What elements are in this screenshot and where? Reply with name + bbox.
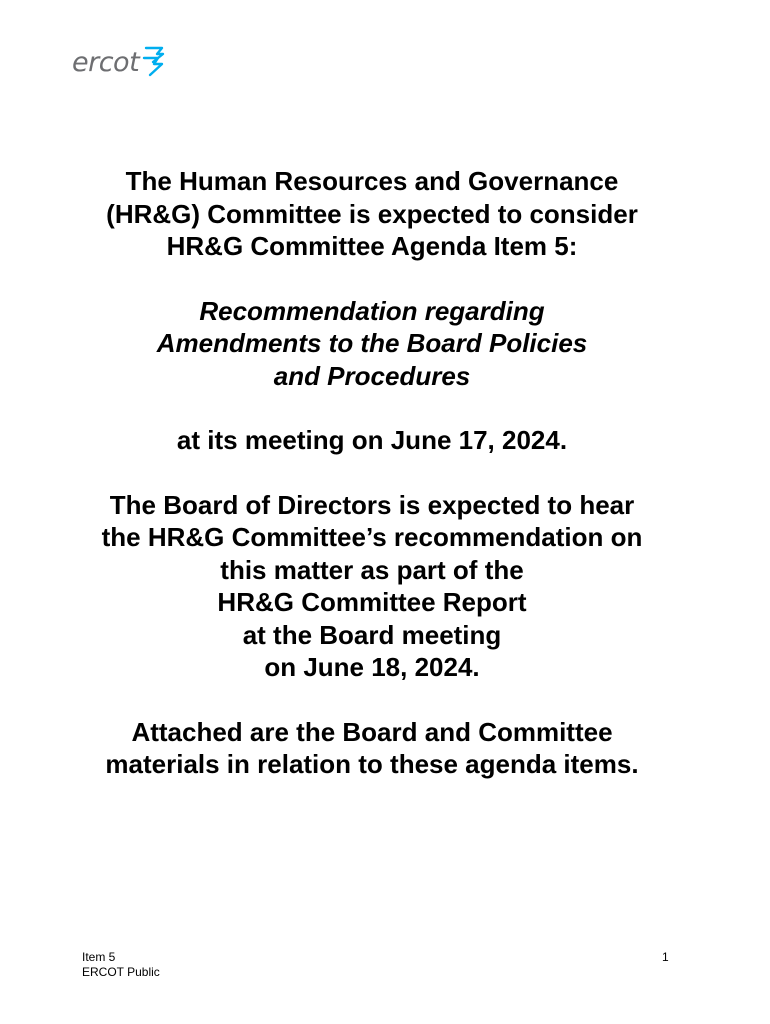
attachment-note: Attached are the Board and Committee materials in relation to these agenda items. bbox=[105, 716, 639, 779]
footer bbox=[82, 950, 160, 980]
footer-classification: ERCOT Public bbox=[82, 965, 160, 979]
lightning-bolt-icon bbox=[141, 44, 167, 80]
footer-item-label: Item 5 bbox=[82, 950, 116, 964]
board-notice-paragraph: The Board of Directors is expected to hear the HR&G Committee’s recommendation on this matter as part of the HR&G Committee Report at the Board meeting on June 18, 2024. bbox=[101, 489, 643, 682]
agenda-item-title: Recommendation regarding Amendments to the Board Policies and Procedures bbox=[156, 295, 588, 391]
intro-paragraph: The Human Resources and Governance (HR&G) Committee is expected to consider HR&G Committee Agenda Item 5: bbox=[106, 166, 638, 261]
page-number: 1 bbox=[662, 950, 669, 964]
meeting-date-line: at its meeting on June 17, 2024. bbox=[176, 425, 568, 455]
ercot-logo bbox=[72, 44, 167, 80]
document-body bbox=[60, 165, 684, 781]
logo-wordmark: ercot bbox=[72, 46, 140, 78]
